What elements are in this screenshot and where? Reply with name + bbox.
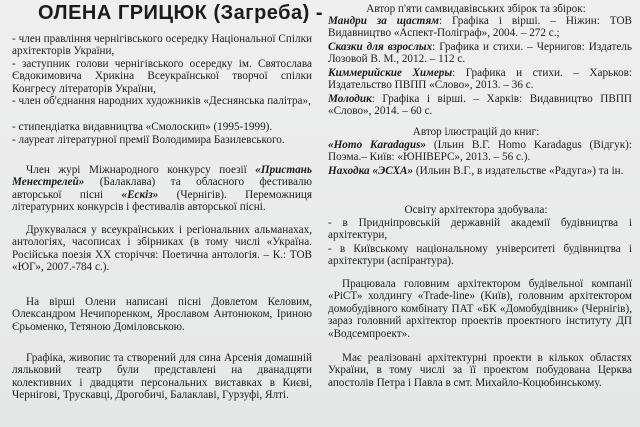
- education-heading: Освіту архітектора здобувала:: [404, 204, 548, 216]
- contest-name: «Пристань Менестрелей»: [12, 164, 312, 189]
- title-dash: -: [315, 2, 324, 24]
- bio-item: - заступник голови чернігівського осередку ім. Святослава Євдокимовича Хрикіна Всеукраїнської творчої спілки Конгресу літераторів України,: [12, 58, 312, 95]
- collections-heading: Автор п'яти самвидавівських збірок та збірок:: [366, 3, 586, 15]
- author-name: ОЛЕНА ГРИЦЮК: [38, 2, 208, 24]
- page-title: [38, 2, 323, 25]
- book-entry: Сказки для взрослых: Графика и стихи. – Чернигов: Издатель Лозовой В. М., 2012. – 112 с.: [328, 41, 632, 66]
- book-entry: Мандри за щастям: Графіка і вірші. – Ніжин: ТОВ Видавництво «Аспект-Поліграф», 2004. – 272 с.;: [328, 15, 633, 40]
- bio-item: - член правління чернігівського осередку Національної Спілки архітекторів України,: [12, 33, 312, 58]
- bio-item: - член об'єднання народних художників «Деснянська палітра»,: [12, 95, 311, 107]
- book-entry: Молодик: Графіка і вірші. – Харків: Видавництво ПВПП «Слово», 2014. – 60 с.: [328, 93, 632, 118]
- education-item: - в Придніпровській державній академії будівництва і архітектури,: [328, 217, 632, 242]
- bio-item: - лауреат літературної премії Володимира Базилевського.: [12, 134, 285, 146]
- illustration-entry: «Homo Karadagus» (Ільин В.Г. Homo Karadagus (Відгук): Поэма.– Київ: «ЮНІВЕРС», 2013. – 56 с.).: [328, 139, 632, 164]
- projects-paragraph: Має реалізовані архітектурні проекти в кількох областях України, в тому числі за її проектом побудована Церква апостолів Петра і Павла в смт. Михайло-Коцюбинському.: [328, 352, 632, 389]
- bio-item: - стипендіатка видавництва «Смолоскип» (1995-1999).: [12, 121, 273, 133]
- art-paragraph: Графіка, живопис та створений для сина Арсенія домашній ляльковий театр були представлені на дванадцяти колективних і двадцяти персональних виставках в Києві, Чернігові, Трускавці, Дрогобичі, Балаклаві, Гурзуфі, Ялті.: [12, 352, 312, 402]
- jury-paragraph: Член журі Міжнародного конкурсу поезії «Пристань Менестрелей» (Балаклава) та обласного фестивалю авторської пісні «Ескіз» (Чернігів). Переможниця літературних конкурсів і фестивалів авторської пісні.: [12, 164, 312, 214]
- songs-paragraph: На вірші Олени написані пісні Довлетом Келовим, Олександром Нечипоренком, Ярославом Антонюком, Іриною Єрьоменко, Тетяною Доміловською.: [12, 296, 312, 333]
- author-maiden-name: (Загреба): [213, 2, 310, 24]
- illustrations-heading: Автор ілюстрацій до книг:: [412, 126, 540, 138]
- festival-name: «Ескіз»: [121, 188, 159, 201]
- education-item: - в Київському національному університеті будівництва і архітектури (аспірантура).: [328, 243, 632, 268]
- illustration-entry: Находка «ЭСХА» (Ильин В.Г., в издательстве «Радуга») та ін.: [328, 165, 624, 177]
- publications-paragraph: Друкувалася у всеукраїнських і регіональних альманахах, антологіях, часописах і збірниках (в тому числі «Україна. Російська поезія ХХ сторіччя: Поетична антологія. – К.: ТОВ «ЮГ», 2007.-784 с.).: [12, 224, 312, 274]
- work-paragraph: Працювала головним архітектором будівельної компанії «РіСТ» холдингу «Trade-line» (Київ), головним архітектором домобудівного комбінату ПАТ «БК «Домобудівник» (Чернігів), зараз головний архітектор проектів проектного інституту ДП «Водсемпроект».: [328, 278, 632, 340]
- book-entry: Киммерийские Химеры: Графика и стихи. – Харьков: Издательство ПВПП «Слово», 2013. – 36 с.: [328, 67, 632, 92]
